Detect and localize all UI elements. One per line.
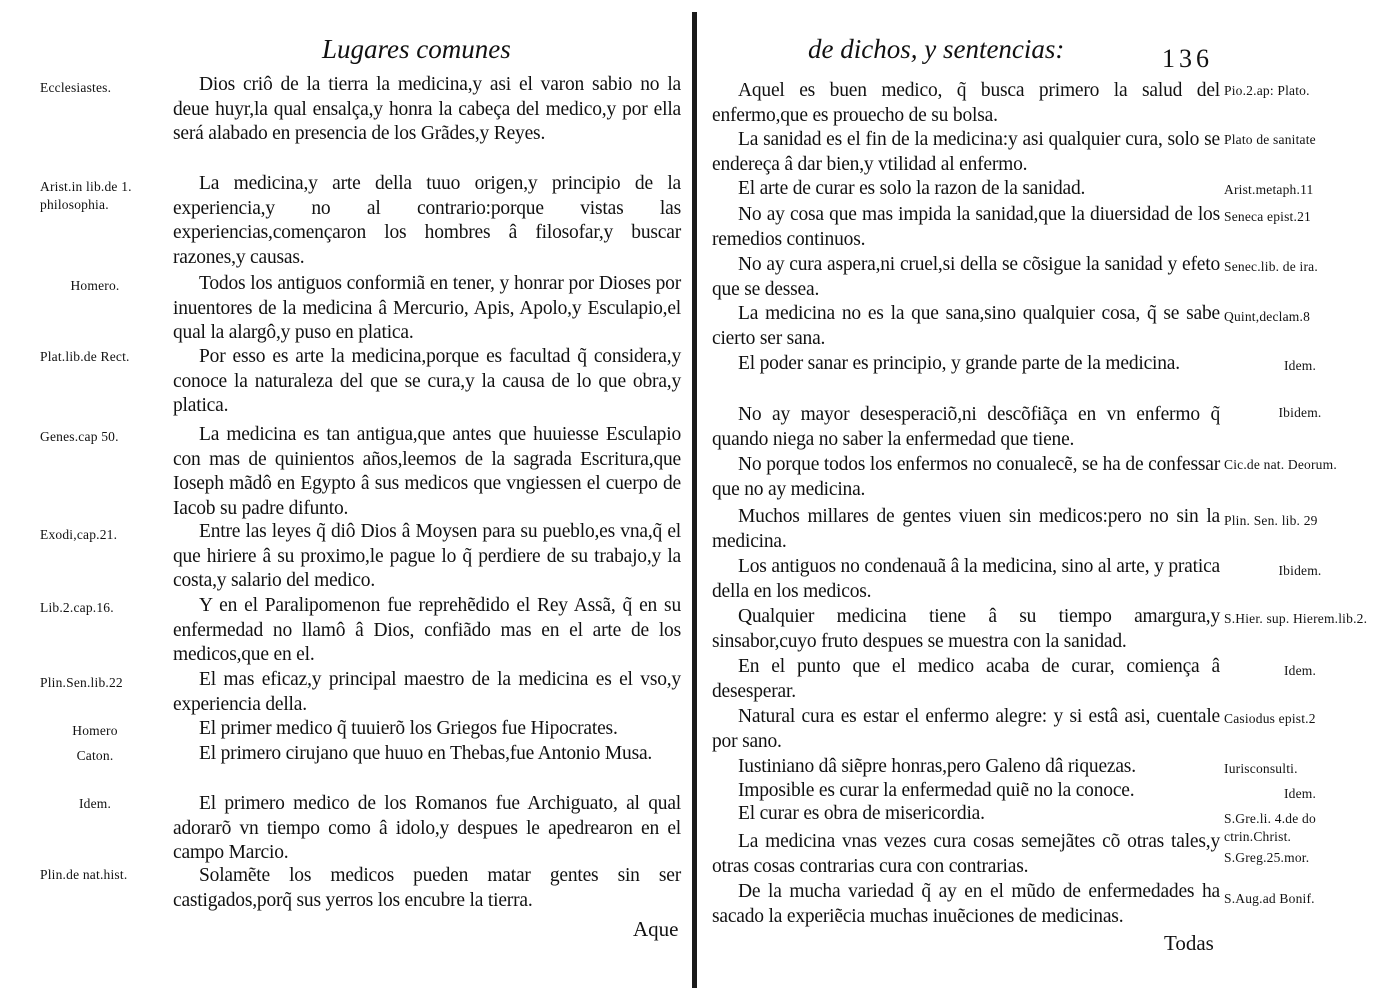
entry-text: El mas eficaz,y principal maestro de la medicina es el vso,y experiencia della. [173,669,681,715]
entry-text: No porque todos los enfermos no conualecẽ, se ha de confessar que no ay medicina. [712,454,1220,500]
entry-text: Aquel es buen medico, q̃ busca primero la salud del enfermo,que es prouecho de su bolsa. [712,80,1220,126]
entry-text: El curar es obra de misericordia. [738,803,985,824]
margin-citation: Plin. Sen. lib. 29 [1224,513,1318,528]
entry-text: Iustiniano dâ siẽpre honras,pero Galeno dâ riquezas. [738,756,1136,777]
right-running-head: de dichos, y sentencias: [808,34,1065,64]
margin-citation: Plin.de nat.hist. [40,867,128,882]
right-page [700,0,1391,1000]
margin-citation: Quint,declam.8 [1224,309,1311,324]
margin-citation: Caton. [76,748,114,763]
entry-text: No ay cosa que mas impida la sanidad,que la diuersidad de los remedios continuos. [712,204,1220,250]
margin-citation: Idem. [1283,663,1317,678]
margin-citation: Pio.2.ap: Plato. [1224,83,1310,98]
margin-citation: Plin.Sen.lib.22 [40,675,123,690]
margin-citation: Homero [72,723,118,738]
entry-text: Entre las leyes q̃ diô Dios â Moysen para su pueblo,es vna,q̃ el que hiriere â su proximo,le pague lo q̃ perdiere de su trabajo,y la costa,y salario del medico. [173,521,681,591]
entry-text: Por esso es arte la medicina,porque es facultad q̃ considera,y conoce la naturaleza del que se cura,y la causa de lo que obra,y platica. [173,346,681,416]
margin-citation: S.Hier. sup. Hierem.lib.2. [1224,611,1368,626]
entry-text: En el punto que el medico acaba de curar, comiença â desesperar. [712,656,1220,702]
entry-text: Imposible es curar la enfermedad quiẽ no la conoce. [738,780,1135,801]
margin-citation: Ecclesiastes. [40,80,112,95]
margin-citation: Ibidem. [1278,405,1322,420]
margin-citation: S.Aug.ad Bonif. [1224,891,1315,906]
margin-citation: Exodi,cap.21. [40,527,118,542]
margin-citation: Cic.de nat. Deorum. [1224,457,1337,472]
margin-citation: Lib.2.cap.16. [40,600,114,615]
margin-citation: Arist.metaph.11 [1224,182,1314,197]
left-running-head: Lugares comunes [322,34,511,64]
margin-citation: Genes.cap 50. [40,429,119,444]
entry-text: Todos los antiguos conformiã en tener, y honrar por Dioses por inuentores de la medicina â Mercurio, Apis, Apolo,y Esculapio,el qual la alargô,y puso en platica. [173,273,681,343]
entry-text: La medicina no es la que sana,sino qualquier cosa, q̃ se sabe cierto ser sana. [712,303,1220,349]
margin-citation: Plato de sanitate [1224,132,1316,147]
entry-text: La medicina es tan antigua,que antes que huuiesse Esculapio con mas de quinientos años,leemos de la sagrada Escritura,que Ioseph mãdô en Egypto â sus medicos que vngiessen el cuerpo de Iacob su padre difunto. [173,424,681,519]
entry-text: El primero medico de los Romanos fue Archiguato, al qual adorarõ vn tiempo como â idolo,y despues le apedrearon en el campo Marcio. [173,793,681,863]
entry-text: Qualquier medicina tiene â su tiempo amargura,y sinsabor,cuyo fruto despues se muestra con la sanidad. [712,606,1220,652]
margin-citation: Casiodus epist.2 [1224,711,1316,726]
entry-text: El primero cirujano que huuo en Thebas,fue Antonio Musa. [199,743,653,764]
entry-text: La medicina vnas vezes cura cosas semejãtes cõ otras tales,y otras cosas contrarias cura con contrarias. [712,831,1220,877]
left-page [0,0,690,1000]
margin-citation: Homero. [70,278,120,293]
entry-text: La sanidad es el fin de la medicina:y asi qualquier cura, solo se endereça â dar bien,y vtilidad al enfermo. [712,129,1220,175]
entry-text: El poder sanar es principio, y grande parte de la medicina. [738,353,1180,374]
entry-text: Muchos millares de gentes viuen sin medicos:pero no sin la medicina. [712,506,1220,552]
margin-citation: Idem. [78,796,112,811]
margin-citation: Ibidem. [1278,563,1322,578]
margin-citation: S.Gre.li. 4.de do ctrin.Christ. [1224,811,1316,844]
margin-citation: Idem. [1283,358,1317,373]
entry-text: No ay cura aspera,ni cruel,si della se cõsigue la sanidad y efeto que se dessea. [712,254,1220,300]
right-catchword: Todas [1164,931,1214,955]
left-catchword: Aque [633,917,679,941]
margin-citation: Idem. [1283,786,1317,801]
entry-text: Dios criô de la tierra la medicina,y asi el varon sabio no la deue huyr,la qual ensalça,y honra la cabeça del medico,y por ella será alabado en presencia de los Grãdes,y Reyes. [173,74,681,144]
margin-citation: Seneca epist.21 [1224,209,1311,224]
entry-text: Y en el Paralipomenon fue reprehẽdido el Rey Assã, q̃ en su enfermedad no llamô â Dios, confiãdo mas en el arte de los medicos,que en el. [173,595,681,665]
entry-text: El primer medico q̃ tuuierõ los Griegos fue Hipocrates. [199,718,618,739]
margin-citation: Iurisconsulti. [1224,761,1298,776]
margin-citation: S.Greg.25.mor. [1224,850,1310,865]
entry-text: Los antiguos no condenauã â la medicina, sino al arte, y pratica della en los medicos. [712,556,1220,602]
entry-text: Solamẽte los medicos pueden matar gentes sin ser castigados,porq̃ sus yerros los encubre la tierra. [173,865,681,911]
entry-text: De la mucha variedad q̃ ay en el mũdo de enfermedades ha sacado la experiẽcia muchas inuẽciones de medicinas. [712,881,1220,927]
entry-text: Natural cura es estar el enfermo alegre: y si estâ asi, cuentale por sano. [712,706,1220,752]
entry-text: No ay mayor desesperaciõ,ni descõfiãça en vn enfermo q̃ quando niega no saber la enfermedad que tiene. [712,404,1220,450]
margin-citation: Arist.in lib.de 1. philosophia. [40,179,132,212]
margin-citation: Senec.lib. de ira. [1224,259,1318,274]
page-number: 136 [1162,44,1213,73]
entry-text: El arte de curar es solo la razon de la sanidad. [738,178,1086,199]
page-gutter [692,12,697,988]
entry-text: La medicina,y arte della tuuo origen,y principio de la experiencia,y no al contrario:porque vistas las experiencias,començaron los hombres â filosofar,y buscar razones,y causas. [173,173,681,268]
margin-citation: Plat.lib.de Rect. [40,349,130,364]
